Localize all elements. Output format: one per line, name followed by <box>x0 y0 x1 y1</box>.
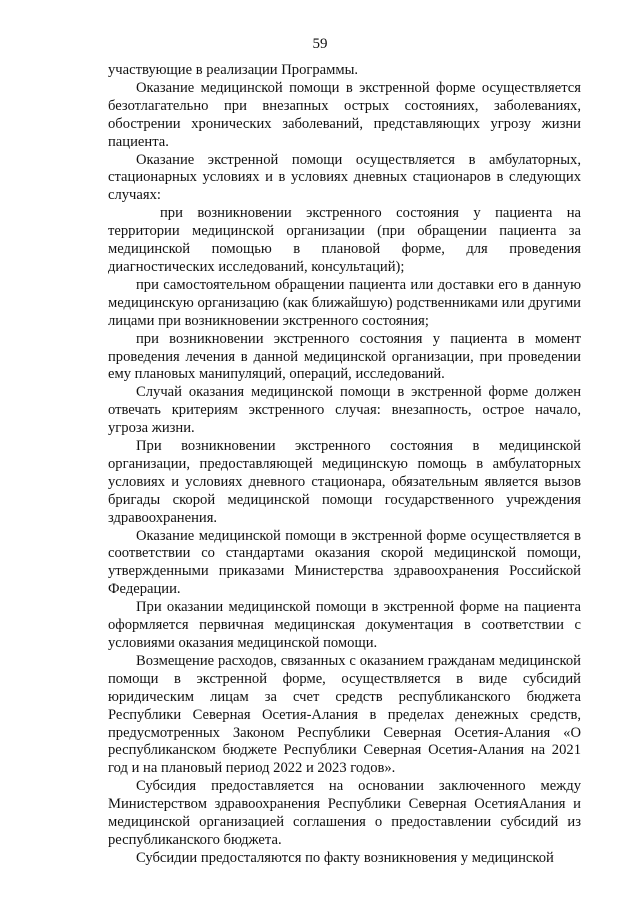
paragraph: Случай оказания медицинской помощи в экстренной форме должен отвечать критериям экстренного случая: внезапность, острое начало, угроза жизни. <box>108 384 581 437</box>
paragraph: Возмещение расходов, связанных с оказанием гражданам медицинской помощи в экстренной форме, осуществляется в виде субсидий юридическим лицам за счет средств республиканского бюджета Республики Северная Осетия-Алания в пределах денежных средств, предусмотренных Законом Республики Северная Осетия-Алания «О республиканском бюджете Республики Северная Осетия-Алания на 2021 год и на плановый период 2022 и 2023 годов». <box>108 652 581 777</box>
paragraph: Оказание медицинской помощи в экстренной форме осуществляется в соответствии со стандартами оказания скорой медицинской помощи, утвержденными приказами Министерства здравоохранения Российской Федерации. <box>108 527 581 598</box>
list-item: при возникновении экстренного состояния у пациента на территории медицинской организации (при обращении пациента за медицинской помощью в плановой форме, для проведения диагностических исследований, консультаций); <box>108 205 581 275</box>
list-item: при самостоятельном обращении пациента или доставки его в данную медицинскую организацию (как ближайшую) родственниками или другими лицами при возникновении экстренного состояния; <box>108 276 581 329</box>
paragraph: Субсидии предосталяются по факту возникновения у медицинской <box>136 849 554 866</box>
paragraph: При возникновении экстренного состояния в медицинской организации, предоставляющей медицинскую помощь в амбулаторных условиях и условиях дневного стационара, обязательным является вызов бригады скорой медицинской помощи государственного учреждения здравоохранения. <box>108 438 581 526</box>
paragraph: Оказание экстренной помощи осуществляется в амбулаторных, стационарных условиях и в условиях дневных стационаров в следующих случаях: <box>108 151 581 204</box>
paragraph: Оказание медицинской помощи в экстренной форме осуществляется безотлагательно при внезапных острых состояниях, заболеваниях, обострении хронических заболеваний, представляющих угрозу жизни пациента. <box>108 79 581 150</box>
paragraph: Субсидия предоставляется на основании заключенного между Министерством здравоохранения Республики Северная ОсетияАлания и медицинской организацией соглашения о предоставлении субсидий из республиканского бюджета. <box>108 778 581 848</box>
page-number: 59 <box>312 36 328 52</box>
paragraph-continuation: участвующие в реализации Программы. <box>108 62 359 78</box>
document-body <box>108 62 581 868</box>
list-item: при возникновении экстренного состояния у пациента в момент проведения лечения в данной медицинской организации, при проведении ему плановых манипуляций, операций, исследований. <box>108 330 581 383</box>
paragraph: При оказании медицинской помощи в экстренной форме на пациента оформляется первичная медицинская документация в соответствии с условиями оказания медицинской помощи. <box>108 599 581 651</box>
